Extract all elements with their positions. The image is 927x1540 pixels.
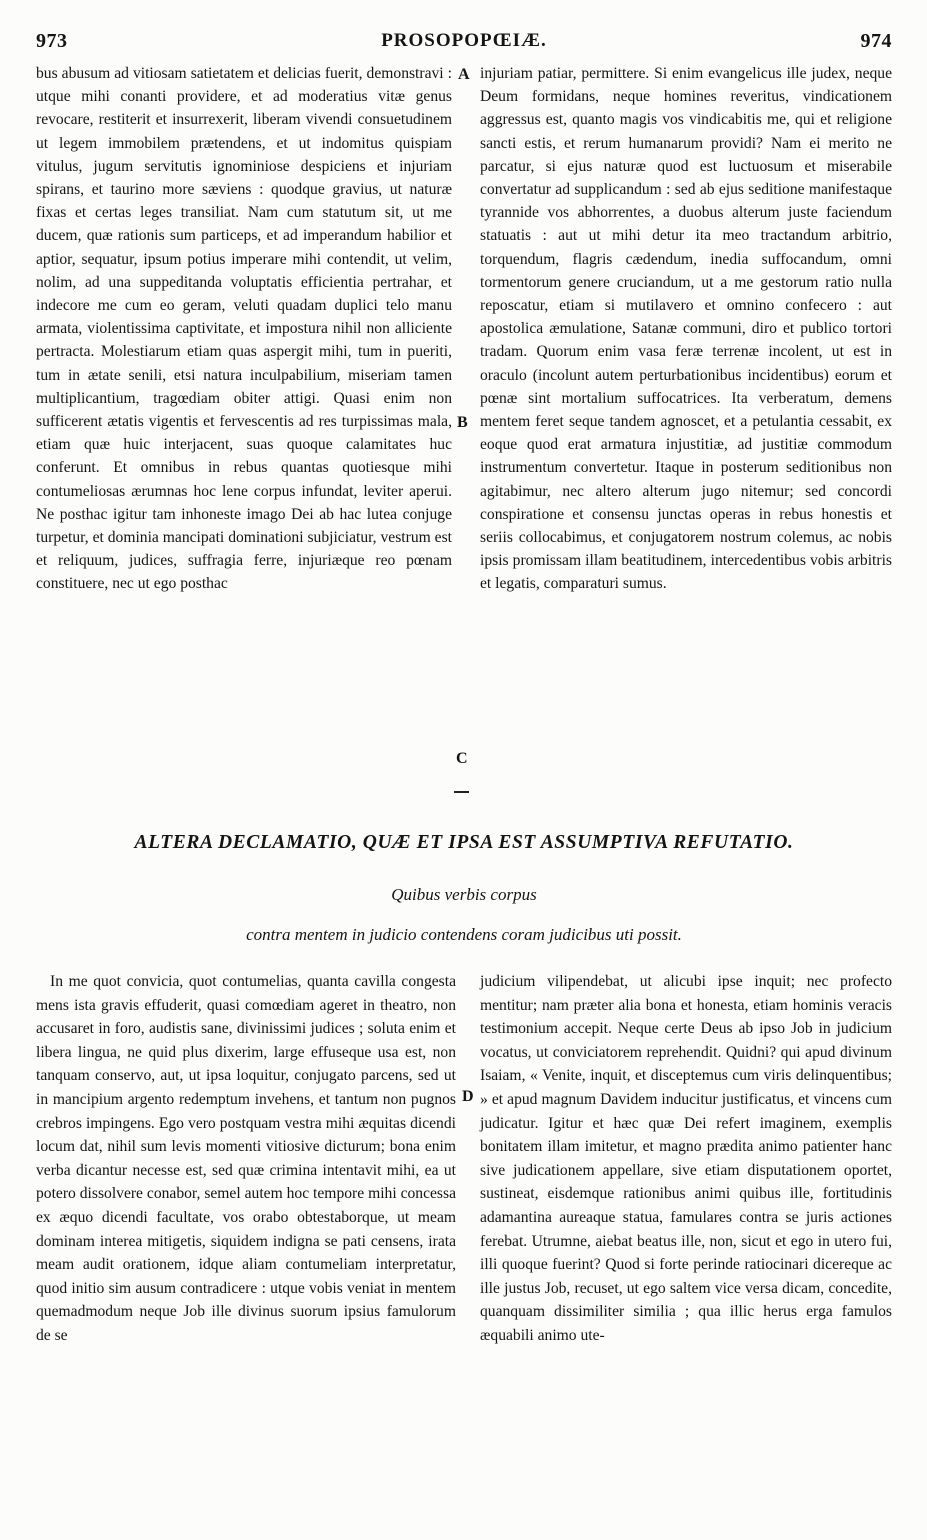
top-left-column <box>36 62 452 596</box>
margin-marker-b: B <box>457 414 468 431</box>
top-right-column <box>480 62 892 596</box>
bottom-right-column <box>480 970 892 1348</box>
section-subtitle-line2: contra mentem in judicio contendens coram judicibus uti possit. <box>246 925 682 944</box>
margin-marker-d: D <box>462 1088 474 1105</box>
bottom-left-column <box>36 970 456 1348</box>
left-page-number: 973 <box>36 30 68 52</box>
margin-marker-c: C <box>456 750 468 767</box>
bottom-right-paragraph: judicium vilipendebat, ut alicubi ipse inquit; nec profecto mentitur; nam præter alia bona et honesta, etiam hominis veracis testimonium accepit. Neque certe Deus ab ipso Job in judicium vocatus, ut conviciatorem reprehendit. Quidni? qui apud divinum Isaiam, « Venite, inquit, et disceptemus cum viris delinquentibus; » et apud magnum Davidem inducitur justificatus, et vincens cum judicatur. Igitur et hæc quæ Dei refert imaginem, exemplis bonitatem illam imitetur, et magno prædita animo patienter hanc sive judicationem appellare, sive etiam disputationem oportet, sustineat, eisdemque rationibus animi quibus ille, fortitudinis adamantina aureaque statua, famulares contra se juris actiones ferebat. Utrumne, aiebat beatus ille, non, sicut et ego in utero fui, illi quoque fuerint? Quod si forte perinde ratiocinari dicereque ac ille justus Job, recuset, ut ego saltem vice versa dicam, concedite, quanquam dissimiliter similia ; qua illic herus erga famulos æquabili animo ute- <box>480 973 892 1344</box>
section-rule <box>454 791 469 793</box>
top-right-paragraph: injuriam patiar, permittere. Si enim evangelicus ille judex, neque Deum formidans, neque homines reveritus, vindicationem aggressus est, quanto magis vos vindicabitis me, qui et religione sancti estis, et rerum humanarum providi? Nam ei merito ne parcatur, si ejus naturæ quod est luctuosum et miserabile convertatur ad supplicandum : sed ab ejus seditione manifestaque tyrannide vos abhorrentes, a duobus alterum juste faciendum statuatis : aut ut mihi detur ita meo tractandum arbitrio, torquendum, flagris cædendum, inedia suffocandum, omni tormentorum genere cruciandum, ut a me gestorum ratio nulla reposcatur, etiam si mutilavero et omnino confecero : aut apostolica æmulatione, Satanæ communi, diro et publico tortori tradam. Quorum enim vasa feræ terrenæ incolent, ut est in oraculo (incolunt autem perturbationibus incidentibus) eorum et pœnæ sint mortalium suffocatrices. Ita verberatum, demens mentem feret seque tandem agnoscet, et a petulantia cessabit, ex eoque quod erat armatura injustitiæ, ad justitiæ commodum instrumentum convertetur. Itaque in posterum seditionibus non agitabimur, nec altero alterum jugo nitemur; sed concordi conspiratione et consensu junctas operas in rebus honestis et seriis collocabimus, et conjugatorem nostrum colemus, ac nobis ipsis promissam illam beatitudinem, intercedentibus vobis arbitris et legatis, comparaturi sumus. <box>480 65 892 593</box>
right-page-number: 974 <box>860 30 892 52</box>
running-title: PROSOPOPŒIÆ. <box>381 30 547 51</box>
bottom-left-paragraph: In me quot convicia, quot contumelias, quanta cavilla congesta mens ista gravis effuderit, quasi comœdiam ageret in theatro, non accusaret in foro, audistis sane, divinissimi judices ; soluta enim et libera lingua, ne quid plus dixerim, large effuseque usa est, non tanquam conservo, aut, ut ipsa loquitur, conjugato parcens, sed ut in mancipium argento redemptum invehens, et tantum non pugnos crebros impingens. Ego vero postquam vestra mihi æquitas dicendi locum dat, nihil sum levis momenti vitiosive dicturum; bona enim verba dicantur necesse est, sed quæ crimina intentavit mihi, ea ut potero dissolvere conabor, semel autem hoc tempore mihi concessa ex æquo dicendi facultate, vos orabo obtestaborque, ut meam dominam interea mitigetis, siquidem indigna se pati censens, irata meam audit orationem, idque aliam contumeliam interpretatur, quod initio sim ausum contradicere : utque vobis veniat in mentem quemadmodum neque Job ille divinus suorum ipsius famulorum de se <box>36 973 456 1344</box>
section-title: ALTERA DECLAMATIO, QUÆ ET IPSA EST ASSUMPTIVA REFUTATIO. <box>134 832 794 853</box>
top-left-paragraph: bus abusum ad vitiosam satietatem et delicias fuerit, demonstravi : utque mihi conanti providere, et ad moderatius vitæ genus revocare, restiterit et insurrexerit, liberam vivendi consuetudinem ut legem immobilem prætendens, et ut indomitus quispiam vitulus, jugum servitutis ignominiose despiciens et injuriam spirans, et taurino more sæviens : quodque gravius, ut naturæ fixas et certas leges transiliat. Nam cum statutum sit, ut me ducem, quæ rationis sum particeps, et ad imperandum habilior et aptior, sequatur, ipsum potius imperare mihi contendit, ut velim, nolim, ad una suppeditanda voluptatis efficientia pertrahar, et indecore me cum eo geram, veluti quadam duplici telo manu armata, violentissima captivitate, et impostura nihil non alliciente pertracta. Molestiarum etiam quas aspergit mihi, tum in pueriti, tum in ætate senili, etsi natura inculpabilium, miseriam tamen multiplicantium, tragœdiam obiter attigi. Quasi enim non sufficerent ætatis vigentis et fervescentis ad res turpissimas mala, etiam quæ huic interjacent, suas quoque calamitates huc conferunt. Et omnibus in rebus quantas quotiesque mihi contumeliosas ærumnas hoc lene corpus infundat, leviter aperui. Ne posthac igitur tam inhoneste imago Dei ab hac lutea conjuge turpetur, et dominia mancipati dominationi subjiciatur, vestrum est et reliquum, judices, suffragia ferre, injuriæque reo pœnam constituere, nec ut ego posthac <box>36 65 452 593</box>
page-header <box>36 30 892 56</box>
section-subtitle-line1: Quibus verbis corpus <box>391 885 537 904</box>
margin-marker-a: A <box>458 66 470 83</box>
